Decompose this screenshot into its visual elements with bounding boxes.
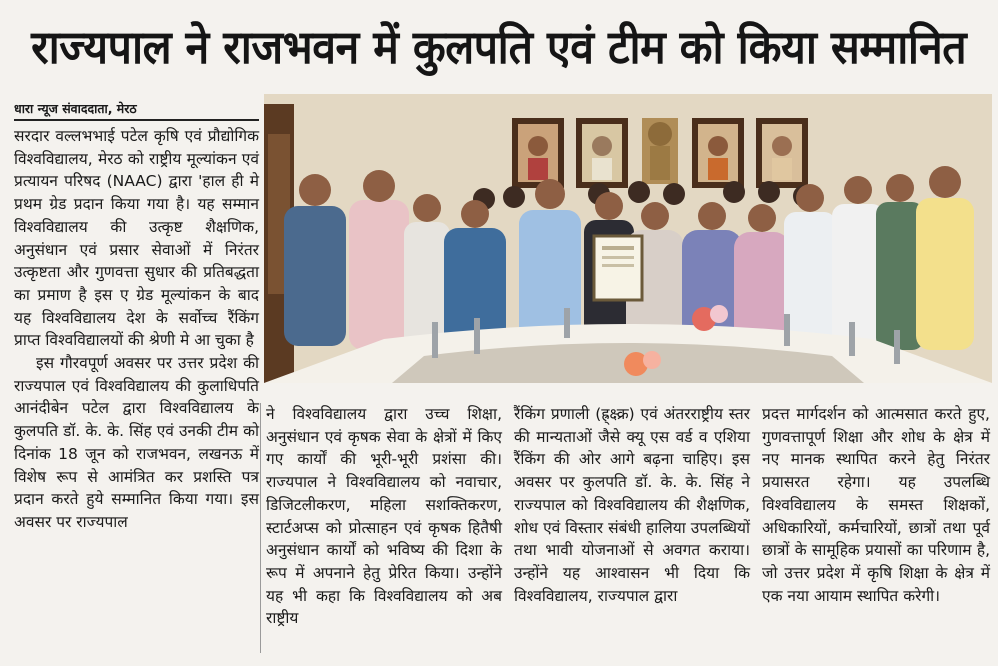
- article-column-2: ने विश्वविद्यालय द्वारा उच्च शिक्षा, अनुसंधान एवं कृषक सेवा के क्षेत्रों में किए गए कार्यों की भूरी-भूरी प्रशंसा की। राज्यपाल ने विश्वविद्यालय को नवाचार, डिजिटलीकरण, महिला सशक्तिकरण, स्टार्टअप्स को प्रोत्साहन एवं कृषक हितैषी अनुसंधान कार्यों को भविष्य की दिशा के रूप में अपनाने हेतु प्रेरित किया। उन्होंने यह भी कहा कि विश्वविद्यालय को अब राष्ट्रीय: [266, 405, 502, 628]
- ceremony-photo-illustration: [264, 94, 992, 383]
- headline-banner: [0, 0, 998, 92]
- article-column-1: [14, 125, 259, 534]
- article-paragraph-2: इस गौरवपूर्ण अवसर पर उत्तर प्रदेश की राज्यपाल एवं विश्वविद्यालय की कुलाधिपति आनंदीबेन पटेल द्वारा विश्वविद्यालय के कुलपति डॉ. के. के. सिंह एवं उनकी टीम को दिनांक 18 जून को राजभवन, लखनऊ में विशेष रूप से आमंत्रित कर प्रशस्ति पत्र प्रदान करते हुये सम्मानित किया गया। इस अवसर पर राज्यपाल: [14, 354, 259, 531]
- column-divider: [260, 403, 261, 653]
- byline: धारा न्यूज संवाददाता, मेरठ: [14, 100, 259, 121]
- article-column-3: रैंकिंग प्रणाली (ह्र्क्ष्क्र) एवं अंतरराष्ट्रीय स्तर की मान्यताओं जैसे क्यू एस वर्ड व एशिया रैंकिंग की ओर आगे बढ़ना चाहिए। इस अवसर पर कुलपति डॉ. के. के. सिंह ने राज्यपाल को विश्वविद्यालय की शैक्षणिक, शोध एवं विस्तार संबंधी हालिया उपलब्धियों तथा भावी योजनाओं से अवगत कराया। उन्होंने यह आश्वासन भी दिया कि विश्वविद्यालय, राज्यपाल द्वारा: [514, 405, 750, 605]
- article-paragraph-1: सरदार वल्लभभाई पटेल कृषि एवं प्रौद्योगिक विश्वविद्यालय, मेरठ को राष्ट्रीय मूल्यांकन एवं प्रत्यायन परिषद (NAAC) द्वारा 'हाल ही मे प्रथम ग्रेड प्रदान किया गया है। यह सम्मान विश्वविद्यालय की उत्कृष्ट शैक्षणिक, अनुसंधान एवं प्रसार सेवाओं में निरंतर उत्कृष्टता और गुणवत्ता सुधार की प्रतिबद्धता का प्रमाण है इस ए ग्रेड मूल्यांकन के बाद यह विश्वविद्यालय देश के सर्वोच्च रैंकिंग प्राप्त विश्वविद्यालयों की श्रेणी मे आ चुका है: [14, 127, 259, 350]
- news-photo: [264, 94, 992, 383]
- article-column-4: प्रदत्त मार्गदर्शन को आत्मसात करते हुए, गुणवत्तापूर्ण शिक्षा और शोध के क्षेत्र में नए मानक स्थापित करने हेतु निरंतर प्रयासरत रहेगा। यह उपलब्धि विश्वविद्यालय के समस्त शिक्षकों, अधिकारियों, कर्मचारियों, छात्रों तथा पूर्व छात्रों के सामूहिक प्रयासों का परिणाम है, जो उत्तर प्रदेश में कृषि शिक्षा के क्षेत्र में एक नया आयाम स्थापित करेगी।: [762, 405, 990, 605]
- headline: राज्यपाल ने राजभवन में कुलपति एवं टीम को किया सम्मानित: [31, 20, 967, 74]
